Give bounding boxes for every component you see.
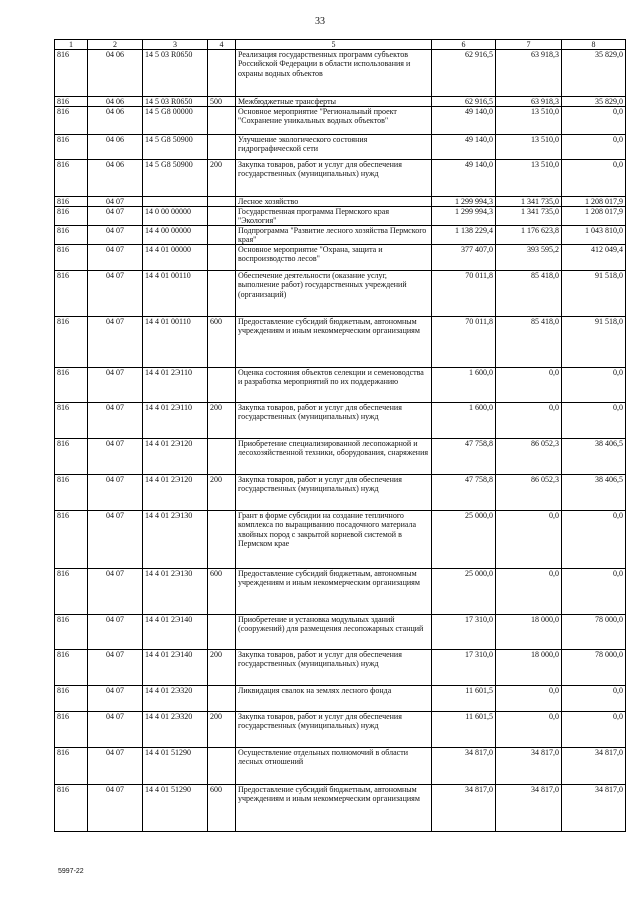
- section-code-cell: 04 07: [88, 271, 143, 317]
- section-code-cell: 04 07: [88, 439, 143, 475]
- table-header-row: [55, 40, 626, 50]
- expense-type-cell: [208, 245, 236, 271]
- amount-col8-cell: 0,0: [562, 160, 626, 197]
- expense-type-cell: 200: [208, 475, 236, 511]
- section-code-cell: 04 07: [88, 785, 143, 832]
- expense-type-cell: [208, 748, 236, 785]
- amount-col8-cell: 0,0: [562, 511, 626, 569]
- expense-type-cell: [208, 368, 236, 403]
- target-article-cell: 14 4 01 2Э130: [143, 511, 208, 569]
- item-name-cell: Лесное хозяйство: [236, 197, 432, 207]
- target-article-cell: 14 4 01 2Э140: [143, 615, 208, 650]
- table-row: [55, 511, 626, 569]
- amount-col6-cell: 70 011,8: [432, 271, 496, 317]
- amount-col7-cell: 0,0: [496, 686, 562, 712]
- amount-col8-cell: 0,0: [562, 569, 626, 615]
- section-code-cell: 04 07: [88, 650, 143, 686]
- ministry-code-cell: 816: [55, 197, 88, 207]
- table-row: [55, 160, 626, 197]
- section-code-cell: 04 07: [88, 317, 143, 368]
- section-code-cell: 04 06: [88, 107, 143, 135]
- section-code-cell: 04 06: [88, 97, 143, 107]
- expense-type-cell: [208, 197, 236, 207]
- section-code-cell: 04 07: [88, 686, 143, 712]
- target-article-cell: 14 5 03 R0650: [143, 97, 208, 107]
- budget-table: [54, 39, 626, 832]
- amount-col7-cell: 86 052,3: [496, 475, 562, 511]
- column-header-2: 2: [88, 40, 143, 50]
- amount-col7-cell: 1 176 623,8: [496, 226, 562, 245]
- amount-col6-cell: 11 601,5: [432, 712, 496, 748]
- ministry-code-cell: 816: [55, 50, 88, 97]
- table-row: [55, 245, 626, 271]
- amount-col6-cell: 1 299 994,3: [432, 197, 496, 207]
- amount-col6-cell: 11 601,5: [432, 686, 496, 712]
- target-article-cell: 14 4 01 2Э120: [143, 475, 208, 511]
- amount-col7-cell: 1 341 735,0: [496, 197, 562, 207]
- ministry-code-cell: 816: [55, 368, 88, 403]
- item-name-cell: Ликвидация свалок на землях лесного фонда: [236, 686, 432, 712]
- target-article-cell: 14 5 G8 50900: [143, 135, 208, 160]
- ministry-code-cell: 816: [55, 403, 88, 439]
- column-header-5: 5: [236, 40, 432, 50]
- table-row: [55, 650, 626, 686]
- target-article-cell: 14 4 01 2Э120: [143, 439, 208, 475]
- amount-col7-cell: 0,0: [496, 403, 562, 439]
- expense-type-cell: 600: [208, 785, 236, 832]
- ministry-code-cell: 816: [55, 615, 88, 650]
- amount-col7-cell: 0,0: [496, 712, 562, 748]
- item-name-cell: Предоставление субсидий бюджетным, автономным учреждениям и иным некоммерческим организациям: [236, 569, 432, 615]
- target-article-cell: 14 4 01 51290: [143, 785, 208, 832]
- expense-type-cell: [208, 207, 236, 226]
- item-name-cell: Закупка товаров, работ и услуг для обеспечения государственных (муниципальных) нужд: [236, 403, 432, 439]
- amount-col7-cell: 13 510,0: [496, 135, 562, 160]
- table-row: [55, 271, 626, 317]
- amount-col8-cell: 0,0: [562, 135, 626, 160]
- item-name-cell: Закупка товаров, работ и услуг для обеспечения государственных (муниципальных) нужд: [236, 650, 432, 686]
- ministry-code-cell: 816: [55, 160, 88, 197]
- column-header-1: 1: [55, 40, 88, 50]
- amount-col8-cell: 38 406,5: [562, 439, 626, 475]
- item-name-cell: Улучшение экологического состояния гидрографической сети: [236, 135, 432, 160]
- section-code-cell: 04 07: [88, 368, 143, 403]
- amount-col7-cell: 1 341 735,0: [496, 207, 562, 226]
- amount-col6-cell: 17 310,0: [432, 650, 496, 686]
- amount-col8-cell: 1 043 810,0: [562, 226, 626, 245]
- ministry-code-cell: 816: [55, 207, 88, 226]
- target-article-cell: 14 4 01 2Э140: [143, 650, 208, 686]
- amount-col6-cell: 49 140,0: [432, 107, 496, 135]
- amount-col6-cell: 62 916,5: [432, 97, 496, 107]
- ministry-code-cell: 816: [55, 226, 88, 245]
- target-article-cell: 14 4 01 2Э320: [143, 686, 208, 712]
- table-row: [55, 686, 626, 712]
- amount-col8-cell: 78 000,0: [562, 615, 626, 650]
- table-row: [55, 368, 626, 403]
- amount-col6-cell: 47 758,8: [432, 439, 496, 475]
- amount-col8-cell: 91 518,0: [562, 317, 626, 368]
- section-code-cell: 04 07: [88, 615, 143, 650]
- table-row: [55, 615, 626, 650]
- item-name-cell: Реализация государственных программ субъектов Российской Федерации в области использования и охраны водных объектов: [236, 50, 432, 97]
- expense-type-cell: [208, 511, 236, 569]
- amount-col6-cell: 25 000,0: [432, 569, 496, 615]
- table-row: [55, 712, 626, 748]
- amount-col8-cell: 0,0: [562, 712, 626, 748]
- item-name-cell: Предоставление субсидий бюджетным, автономным учреждениям и иным некоммерческим организациям: [236, 785, 432, 832]
- table-row: [55, 207, 626, 226]
- amount-col7-cell: 18 000,0: [496, 615, 562, 650]
- section-code-cell: 04 07: [88, 748, 143, 785]
- amount-col8-cell: 91 518,0: [562, 271, 626, 317]
- amount-col8-cell: 78 000,0: [562, 650, 626, 686]
- expense-type-cell: 200: [208, 650, 236, 686]
- amount-col8-cell: 0,0: [562, 368, 626, 403]
- section-code-cell: 04 06: [88, 50, 143, 97]
- amount-col7-cell: 13 510,0: [496, 160, 562, 197]
- amount-col7-cell: 85 418,0: [496, 271, 562, 317]
- ministry-code-cell: 816: [55, 97, 88, 107]
- expense-type-cell: [208, 271, 236, 317]
- target-article-cell: 14 4 01 00110: [143, 271, 208, 317]
- amount-col6-cell: 49 140,0: [432, 135, 496, 160]
- expense-type-cell: [208, 226, 236, 245]
- amount-col7-cell: 0,0: [496, 569, 562, 615]
- item-name-cell: Государственная программа Пермского края "Экология": [236, 207, 432, 226]
- section-code-cell: 04 07: [88, 207, 143, 226]
- table-row: [55, 226, 626, 245]
- section-code-cell: 04 06: [88, 160, 143, 197]
- amount-col6-cell: 49 140,0: [432, 160, 496, 197]
- ministry-code-cell: 816: [55, 785, 88, 832]
- item-name-cell: Оценка состояния объектов селекции и семеноводства и разработка мероприятий по их поддержанию: [236, 368, 432, 403]
- item-name-cell: Закупка товаров, работ и услуг для обеспечения государственных (муниципальных) нужд: [236, 712, 432, 748]
- amount-col6-cell: 1 138 229,4: [432, 226, 496, 245]
- expense-type-cell: [208, 135, 236, 160]
- expense-type-cell: [208, 615, 236, 650]
- amount-col7-cell: 86 052,3: [496, 439, 562, 475]
- section-code-cell: 04 07: [88, 569, 143, 615]
- amount-col6-cell: 70 011,8: [432, 317, 496, 368]
- target-article-cell: 14 5 G8 00000: [143, 107, 208, 135]
- item-name-cell: Обеспечение деятельности (оказание услуг, выполнение работ) государственных учреждений (организаций): [236, 271, 432, 317]
- expense-type-cell: 600: [208, 569, 236, 615]
- section-code-cell: 04 06: [88, 135, 143, 160]
- table-row: [55, 403, 626, 439]
- table-row: [55, 50, 626, 97]
- amount-col8-cell: 412 049,4: [562, 245, 626, 271]
- item-name-cell: Подпрограмма "Развитие лесного хозяйства Пермского края": [236, 226, 432, 245]
- item-name-cell: Приобретение и установка модульных зданий (сооружений) для размещения лесопожарных станций: [236, 615, 432, 650]
- amount-col7-cell: 0,0: [496, 368, 562, 403]
- expense-type-cell: [208, 686, 236, 712]
- section-code-cell: 04 07: [88, 475, 143, 511]
- item-name-cell: Межбюджетные трансферты: [236, 97, 432, 107]
- ministry-code-cell: 816: [55, 475, 88, 511]
- expense-type-cell: 200: [208, 160, 236, 197]
- amount-col6-cell: 1 600,0: [432, 403, 496, 439]
- amount-col8-cell: 34 817,0: [562, 748, 626, 785]
- amount-col6-cell: 377 407,0: [432, 245, 496, 271]
- target-article-cell: 14 4 01 2Э130: [143, 569, 208, 615]
- amount-col7-cell: 393 595,2: [496, 245, 562, 271]
- target-article-cell: 14 4 01 51290: [143, 748, 208, 785]
- target-article-cell: 14 4 01 00000: [143, 245, 208, 271]
- amount-col6-cell: 47 758,8: [432, 475, 496, 511]
- amount-col7-cell: 0,0: [496, 511, 562, 569]
- amount-col8-cell: 0,0: [562, 686, 626, 712]
- table-row: [55, 569, 626, 615]
- amount-col8-cell: 0,0: [562, 107, 626, 135]
- target-article-cell: 14 5 G8 50900: [143, 160, 208, 197]
- table-row: [55, 785, 626, 832]
- ministry-code-cell: 816: [55, 135, 88, 160]
- item-name-cell: Основное мероприятие "Региональный проект "Сохранение уникальных водных объектов": [236, 107, 432, 135]
- section-code-cell: 04 07: [88, 245, 143, 271]
- amount-col7-cell: 85 418,0: [496, 317, 562, 368]
- amount-col8-cell: 35 829,0: [562, 97, 626, 107]
- item-name-cell: Приобретение специализированной лесопожарной и лесохозяйственной техники, оборудования, снаряжения: [236, 439, 432, 475]
- table-row: [55, 97, 626, 107]
- target-article-cell: 14 4 01 2Э110: [143, 403, 208, 439]
- column-header-3: 3: [143, 40, 208, 50]
- expense-type-cell: 200: [208, 403, 236, 439]
- target-article-cell: 14 4 01 2Э110: [143, 368, 208, 403]
- item-name-cell: Закупка товаров, работ и услуг для обеспечения государственных (муниципальных) нужд: [236, 160, 432, 197]
- section-code-cell: 04 07: [88, 403, 143, 439]
- expense-type-cell: 600: [208, 317, 236, 368]
- ministry-code-cell: 816: [55, 107, 88, 135]
- column-header-8: 8: [562, 40, 626, 50]
- section-code-cell: 04 07: [88, 226, 143, 245]
- amount-col7-cell: 18 000,0: [496, 650, 562, 686]
- amount-col7-cell: 34 817,0: [496, 785, 562, 832]
- expense-type-cell: 200: [208, 712, 236, 748]
- table-row: [55, 439, 626, 475]
- section-code-cell: 04 07: [88, 197, 143, 207]
- section-code-cell: 04 07: [88, 511, 143, 569]
- item-name-cell: Грант в форме субсидии на создание тепличного комплекса по выращиванию посадочного материала хвойных пород с закрытой корневой системой в Пермском крае: [236, 511, 432, 569]
- expense-type-cell: [208, 50, 236, 97]
- table-row: [55, 317, 626, 368]
- ministry-code-cell: 816: [55, 650, 88, 686]
- expense-type-cell: [208, 439, 236, 475]
- amount-col7-cell: 34 817,0: [496, 748, 562, 785]
- target-article-cell: 14 5 03 R0650: [143, 50, 208, 97]
- amount-col6-cell: 1 299 994,3: [432, 207, 496, 226]
- amount-col8-cell: 1 208 017,9: [562, 197, 626, 207]
- amount-col6-cell: 62 916,5: [432, 50, 496, 97]
- ministry-code-cell: 816: [55, 686, 88, 712]
- target-article-cell: 14 4 01 2Э320: [143, 712, 208, 748]
- item-name-cell: Предоставление субсидий бюджетным, автономным учреждениям и иным некоммерческим организациям: [236, 317, 432, 368]
- table-row: [55, 748, 626, 785]
- table-row: [55, 197, 626, 207]
- amount-col8-cell: 34 817,0: [562, 785, 626, 832]
- column-header-7: 7: [496, 40, 562, 50]
- amount-col6-cell: 34 817,0: [432, 785, 496, 832]
- ministry-code-cell: 816: [55, 245, 88, 271]
- target-article-cell: 14 4 01 00110: [143, 317, 208, 368]
- expense-type-cell: [208, 107, 236, 135]
- column-header-4: 4: [208, 40, 236, 50]
- amount-col8-cell: 35 829,0: [562, 50, 626, 97]
- amount-col6-cell: 1 600,0: [432, 368, 496, 403]
- amount-col8-cell: 0,0: [562, 403, 626, 439]
- amount-col7-cell: 13 510,0: [496, 107, 562, 135]
- ministry-code-cell: 816: [55, 439, 88, 475]
- amount-col7-cell: 63 918,3: [496, 50, 562, 97]
- table-row: [55, 107, 626, 135]
- amount-col8-cell: 38 406,5: [562, 475, 626, 511]
- table-row: [55, 135, 626, 160]
- table-body: [55, 50, 626, 832]
- item-name-cell: Осуществление отдельных полномочий в области лесных отношений: [236, 748, 432, 785]
- ministry-code-cell: 816: [55, 317, 88, 368]
- ministry-code-cell: 816: [55, 569, 88, 615]
- amount-col8-cell: 1 208 017,9: [562, 207, 626, 226]
- section-code-cell: 04 07: [88, 712, 143, 748]
- amount-col6-cell: 34 817,0: [432, 748, 496, 785]
- expense-type-cell: 500: [208, 97, 236, 107]
- amount-col6-cell: 17 310,0: [432, 615, 496, 650]
- item-name-cell: Основное мероприятие "Охрана, защита и воспроизводство лесов": [236, 245, 432, 271]
- target-article-cell: [143, 197, 208, 207]
- target-article-cell: 14 4 00 00000: [143, 226, 208, 245]
- column-header-6: 6: [432, 40, 496, 50]
- amount-col6-cell: 25 000,0: [432, 511, 496, 569]
- ministry-code-cell: 816: [55, 511, 88, 569]
- amount-col7-cell: 63 918,3: [496, 97, 562, 107]
- item-name-cell: Закупка товаров, работ и услуг для обеспечения государственных (муниципальных) нужд: [236, 475, 432, 511]
- page-number: 33: [315, 16, 325, 27]
- ministry-code-cell: 816: [55, 748, 88, 785]
- ministry-code-cell: 816: [55, 712, 88, 748]
- table-row: [55, 475, 626, 511]
- footer-code: 5997-22: [58, 868, 84, 875]
- ministry-code-cell: 816: [55, 271, 88, 317]
- target-article-cell: 14 0 00 00000: [143, 207, 208, 226]
